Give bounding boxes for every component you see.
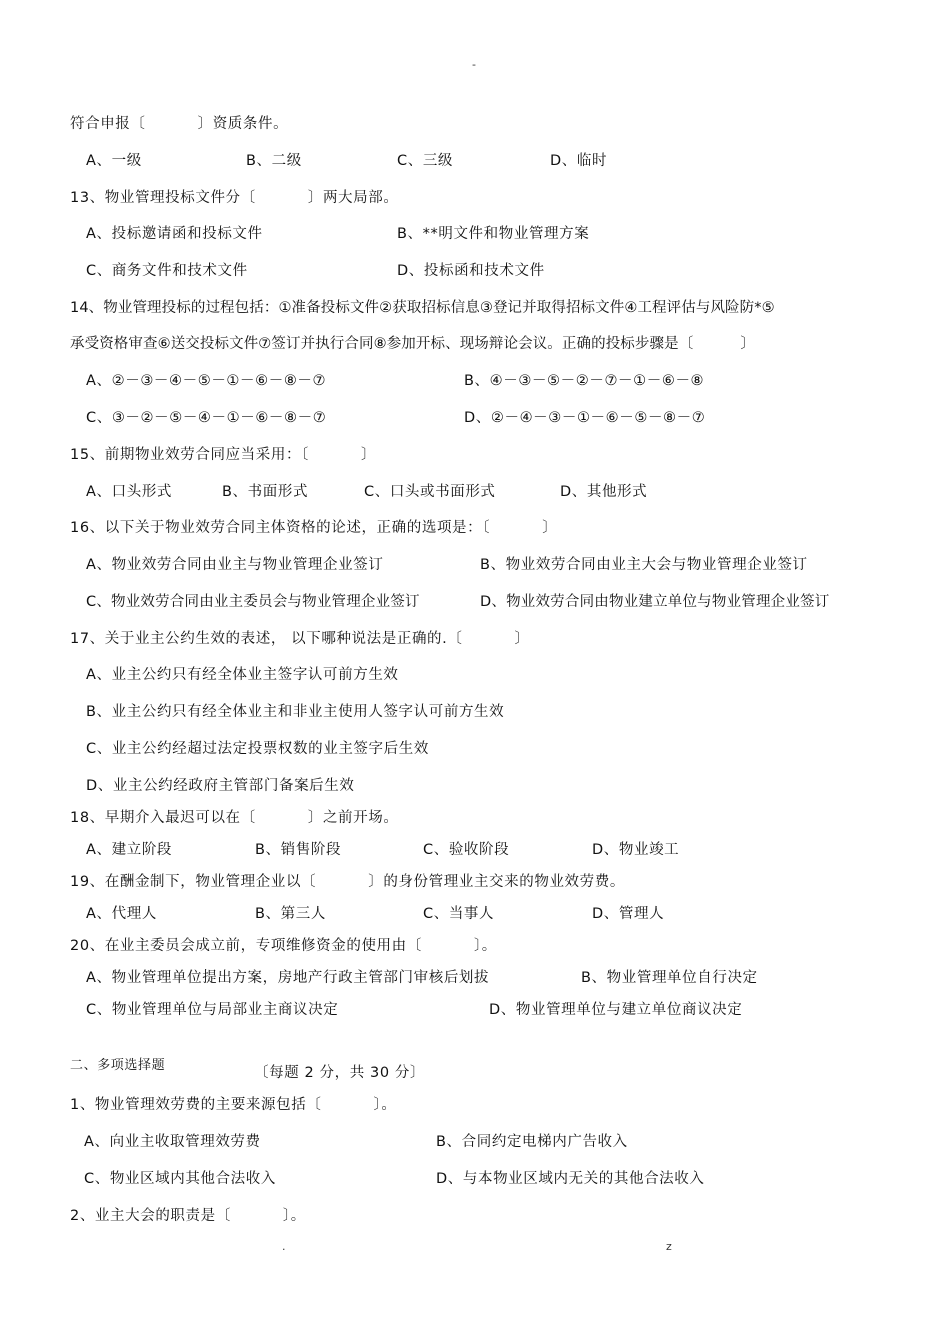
option-b: B、**明文件和物业管理方案 [397,226,590,242]
footer-left-mark: . [282,1240,286,1253]
option-d: D、物业效劳合同由物业建立单位与物业管理企业签订 [480,594,830,610]
option-a: A、建立阶段 [86,842,173,858]
header-mark: - [472,58,476,71]
question-14-cont: 承受资格审查⑥送交投标文件⑦签订并执行合同⑧参加开标、现场辩论会议。正确的投标步骤是〔 〕 [70,336,755,352]
option-d: D、②－④－③－①－⑥－⑤－⑧－⑦ [464,410,706,426]
option-c: C、③－②－⑤－④－①－⑥－⑧－⑦ [86,410,327,426]
option-a: A、向业主收取管理效劳费 [84,1134,261,1150]
question-19: 19、在酬金制下，物业管理企业以〔 〕的身份管理业主交来的物业效劳费。 [70,874,625,890]
question-15: 15、前期物业效劳合同应当采用：〔 〕 [70,447,377,463]
option-c: C、验收阶段 [423,842,510,858]
question-m1: 1、物业管理效劳费的主要来源包括〔 〕。 [70,1097,397,1113]
option-d: D、管理人 [592,906,665,922]
option-a: A、投标邀请函和投标文件 [86,226,263,242]
footer-right-mark: z [666,1240,672,1253]
option-a: A、业主公约只有经全体业主签字认可前方生效 [86,667,399,683]
text-line: 符合申报〔 〕资质条件。 [70,116,289,132]
option-b: B、④－③－⑤－②－⑦－①－⑥－⑧ [464,373,705,389]
option-a: A、物业管理单位提出方案，房地产行政主管部门审核后划拔 [86,970,490,986]
option-c: C、商务文件和技术文件 [86,263,248,279]
section-title: 二、多项选择题 [70,1058,166,1073]
option-c: C、口头或书面形式 [364,484,496,500]
option-c: C、物业效劳合同由业主委员会与物业管理企业签订 [86,594,420,610]
option-c: C、物业管理单位与局部业主商议决定 [86,1002,339,1018]
option-b: B、二级 [246,153,302,169]
option-b: B、业主公约只有经全体业主和非业主使用人签字认可前方生效 [86,704,505,720]
option-d: D、业主公约经政府主管部门备案后生效 [86,778,355,794]
question-17: 17、关于业主公约生效的表述， 以下哪种说法是正确的.〔 〕 [70,631,530,647]
option-c: C、当事人 [423,906,495,922]
option-d: D、物业管理单位与建立单位商议决定 [489,1002,743,1018]
option-a: A、口头形式 [86,484,173,500]
option-d: D、投标函和技术文件 [397,263,545,279]
option-c: C、物业区域内其他合法收入 [84,1171,276,1187]
option-c: C、三级 [397,153,454,169]
option-b: B、物业效劳合同由业主大会与物业管理企业签订 [480,557,808,573]
question-16: 16、以下关于物业效劳合同主体资格的论述，正确的选项是：〔 〕 [70,520,558,536]
option-a: A、代理人 [86,906,157,922]
option-b: B、合同约定电梯内广告收入 [436,1134,628,1150]
question-m2: 2、业主大会的职责是〔 〕。 [70,1208,306,1224]
option-b: B、书面形式 [222,484,309,500]
option-a: A、②－③－④－⑤－①－⑥－⑧－⑦ [86,373,327,389]
option-d: D、其他形式 [560,484,648,500]
section-note: 〔每题 2 分，共 30 分〕 [254,1065,426,1081]
option-a: A、物业效劳合同由业主与物业管理企业签订 [86,557,384,573]
option-b: B、第三人 [255,906,326,922]
option-c: C、业主公约经超过法定投票权数的业主签字后生效 [86,741,429,757]
option-b: B、物业管理单位自行决定 [581,970,758,986]
option-d: D、物业竣工 [592,842,680,858]
option-d: D、与本物业区域内无关的其他合法收入 [436,1171,705,1187]
question-18: 18、早期介入最迟可以在〔 〕之前开场。 [70,810,399,826]
question-14: 14、物业管理投标的过程包括：①准备投标文件②获取招标信息③登记并取得招标文件④工程评估与风险防*⑤ [70,300,775,316]
option-d: D、临时 [550,153,608,169]
option-b: B、销售阶段 [255,842,342,858]
question-13: 13、物业管理投标文件分〔 〕两大局部。 [70,190,399,206]
question-20: 20、在业主委员会成立前，专项维修资金的使用由〔 〕。 [70,938,497,954]
option-a: A、一级 [86,153,142,169]
